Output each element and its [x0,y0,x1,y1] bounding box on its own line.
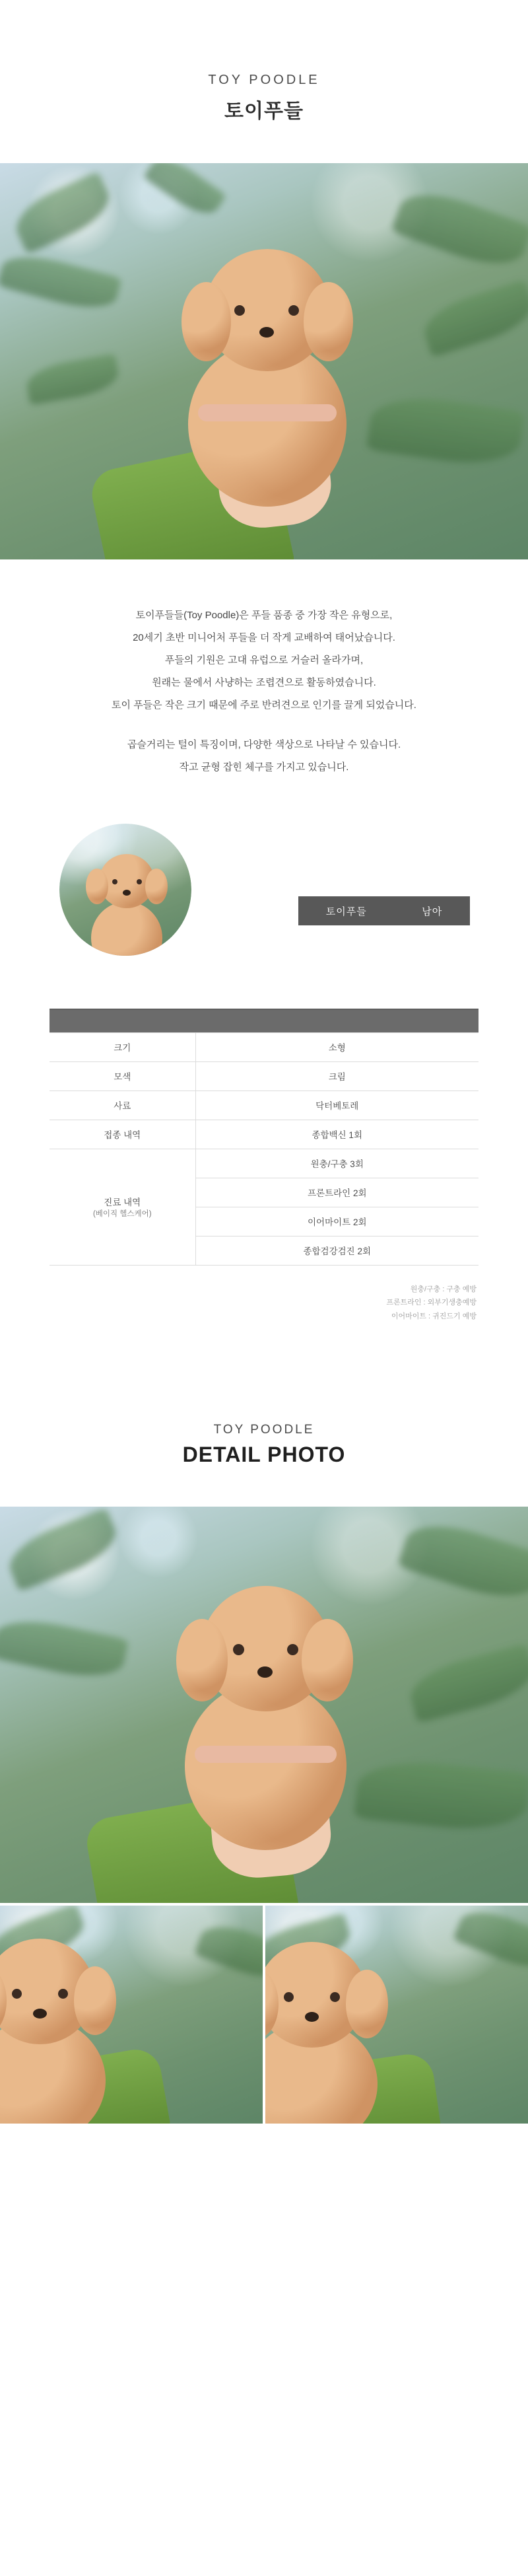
table-row [50,1120,478,1149]
description-block [0,559,528,777]
table-head-row [50,1010,478,1032]
page-title: 토이푸들 [224,100,304,122]
detail-title: DETAIL PHOTO [182,1443,346,1467]
care-label [50,1149,195,1265]
info-table [50,1010,478,1266]
row-label: 모색 [50,1061,195,1091]
detail-photo-left [0,1906,263,2124]
poodle-illustration [0,1932,125,2124]
table-row [50,1091,478,1120]
poodle-illustration [265,1935,397,2124]
footnote-line-1: 원충/구충 : 구충 예방 [410,1285,477,1293]
avatar [59,824,191,956]
profile-row [0,824,528,956]
table-row [50,1061,478,1091]
row-value: 크림 [195,1061,478,1091]
row-label: 사료 [50,1091,195,1120]
breed-gender-tag [298,896,470,925]
desc-line-3: 푸들의 기원은 고대 유럽으로 거슬러 올라가며, [164,655,364,666]
hero-photo [0,163,528,559]
row-value: 소형 [195,1032,478,1061]
info-table-wrapper [50,1009,478,1266]
footnote-line-3: 이어마이트 : 귀진드기 예방 [391,1312,477,1321]
care-value: 종합검강검진 2회 [195,1236,478,1265]
detail-eyebrow: TOY POODLE [213,1423,315,1437]
detail-photo-large [0,1507,528,1903]
table-head-right [195,1010,478,1032]
row-value: 닥터베토레 [195,1091,478,1120]
care-value: 프론트라인 2회 [195,1178,478,1207]
care-value: 이어마이트 2회 [195,1207,478,1236]
avatar-poodle-illustration [79,850,172,956]
table-head-left [50,1010,195,1032]
detail-photo-header [0,1423,528,1467]
desc-line-6: 곱슬거리는 털이 특징이며, 다양한 색상으로 나타날 수 있습니다. [127,739,401,750]
care-value: 원충/구충 3회 [195,1149,478,1178]
desc-line-1: 토이푸들들(Toy Poodle)은 푸들 품종 중 가장 작은 유형으로, [135,610,393,621]
breed-tag-label: 토이푸들 [325,906,367,917]
footnote-line-2: 프론트라인 : 외부기생충예방 [386,1299,477,1307]
row-value: 종합백신 1회 [195,1120,478,1149]
table-row [50,1032,478,1061]
row-label: 접종 내역 [50,1120,195,1149]
desc-line-4: 원래는 물에서 사냥하는 조렵견으로 활동하였습니다. [152,677,376,688]
desc-line-7: 작고 균형 잡힌 체구를 가지고 있습니다. [179,762,349,773]
gender-tag-label: 남아 [422,906,443,917]
desc-line-2: 20세기 초반 미니어처 푸들을 더 작게 교배하여 태어났습니다. [133,632,395,643]
care-label-main: 진료 내역 [104,1198,141,1207]
desc-line-5: 토이 푸들은 작은 크기 때문에 주로 반려견으로 인기를 끌게 되었습니다. [112,699,416,711]
table-row-care [50,1149,478,1178]
row-label: 크기 [50,1032,195,1061]
detail-photo-right [265,1906,528,2124]
detail-photo-grid [0,1906,528,2124]
poodle-illustration [155,1573,373,1857]
care-label-sub: (베이직 헬스케어) [92,1210,152,1218]
footnotes [0,1283,477,1324]
header-eyebrow: TOY POODLE [208,73,320,87]
poodle-illustration [162,236,373,513]
desc-spacer [40,718,488,735]
page-header [0,0,528,124]
